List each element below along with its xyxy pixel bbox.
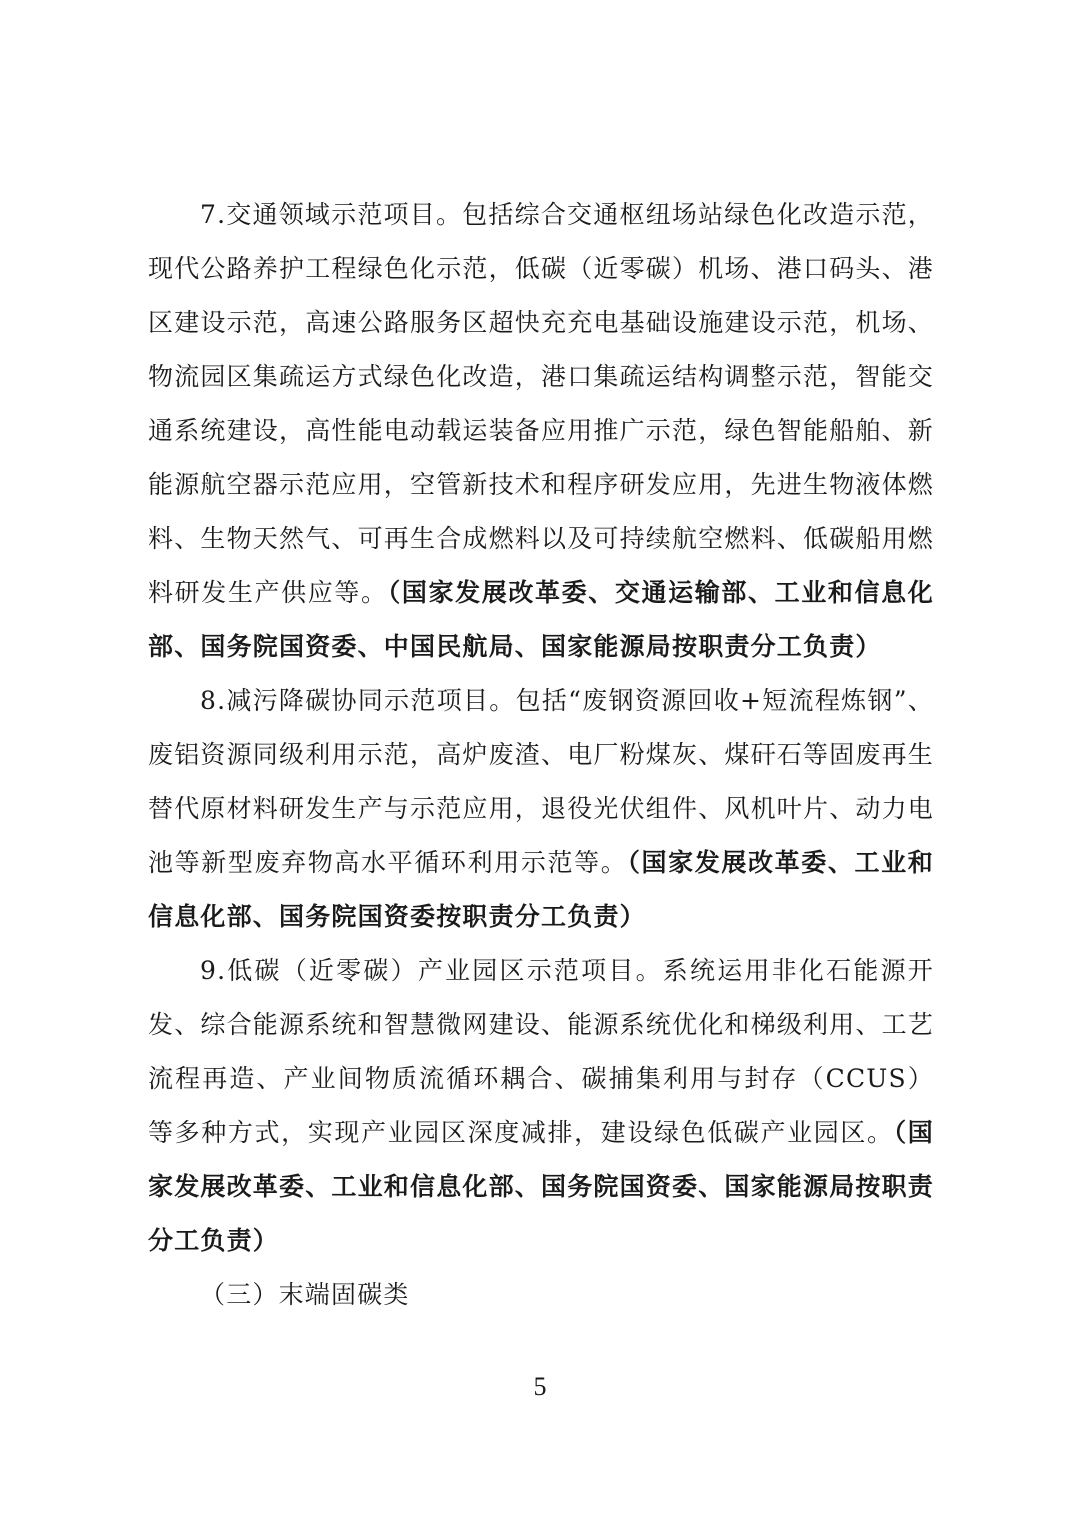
paragraph-text: 9.低碳（近零碳）产业园区示范项目。系统运用非化石能源开发、综合能源系统和智慧微网建设、能源系统优化和梯级利用、工艺流程再造、产业间物质流循环耦合、碳捕集利用与封存（CCUS）等多种方式，实现产业园区深度减排，建设绿色低碳产业园区。 — [148, 956, 935, 1147]
responsible-departments: （国家发展改革委、工业和信息化部、国务院国资委按职责分工负责） — [148, 848, 934, 931]
paragraph-text: 7.交通领域示范项目。包括综合交通枢纽场站绿色化改造示范，现代公路养护工程绿色化示范，低碳（近零碳）机场、港口码头、港区建设示范，高速公路服务区超快充充电基础设施建设示范，机场、物流园区集疏运方式绿色化改造，港口集疏运结构调整示范，智能交通系统建设，高性能电动载运装备应用推广示范，绿色智能船舶、新能源航空器示范应用，空管新技术和程序研发应用，先进生物液体燃料、生物天然气、可再生合成燃料以及可持续航空燃料、低碳船用燃料研发生产供应等。 — [148, 200, 935, 607]
paragraph-industrial-park-demo — [148, 944, 934, 1268]
responsible-departments: （国家发展改革委、交通运输部、工业和信息化部、国务院国资委、中国民航局、国家能源局按职责分工负责） — [148, 578, 934, 661]
body-text — [148, 188, 934, 1322]
section-heading: （三）末端固碳类 — [200, 1280, 410, 1309]
responsible-departments: （国家发展改革委、工业和信息化部、国务院国资委、国家能源局按职责分工负责） — [148, 1118, 935, 1255]
page-number: 5 — [533, 1372, 547, 1401]
paragraph-pollution-carbon-demo — [148, 674, 934, 944]
paragraph-text: 8.减污降碳协同示范项目。包括“废钢资源回收+短流程炼钢”、废铝资源同级利用示范，高炉废渣、电厂粉煤灰、煤矸石等固废再生替代原材料研发生产与示范应用，退役光伏组件、风机叶片、动力电池等新型废弃物高水平循环利用示范等。 — [148, 686, 935, 877]
paragraph-transport-demo — [148, 188, 934, 674]
